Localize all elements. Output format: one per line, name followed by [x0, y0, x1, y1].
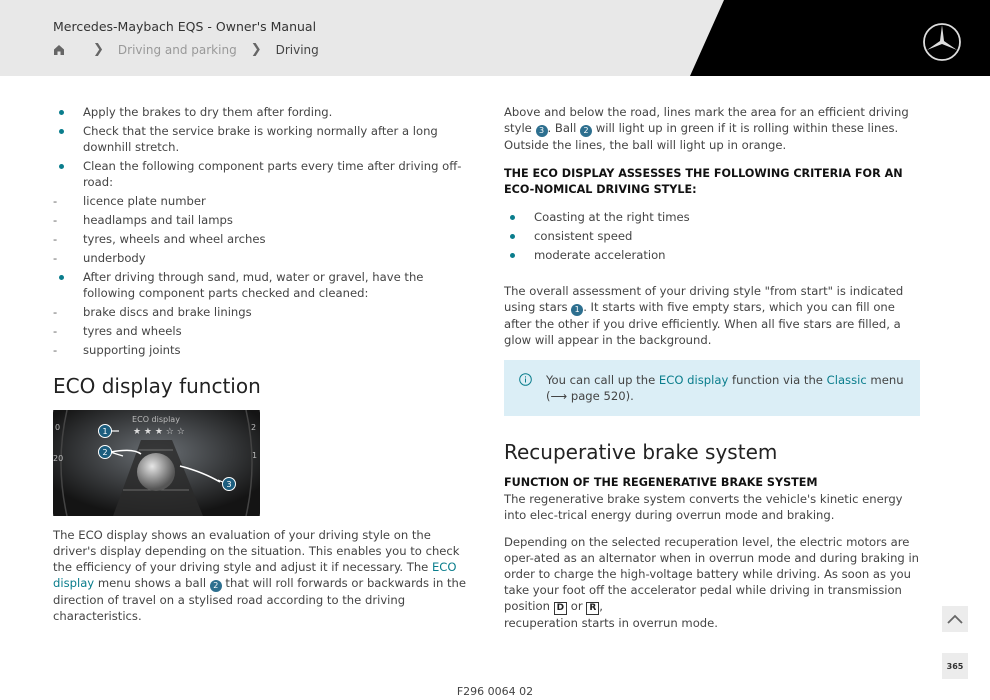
chevron-right-icon: ❯ [250, 42, 262, 57]
callout-badge: 3 [536, 125, 548, 137]
regenerative-description: The regenerative brake system converts the vehicle's kinetic energy into elec-trical energy during overrun mode and braking. [504, 492, 903, 522]
eco-description: The ECO display shows an evaluation of your driving style on the driver's display depending on the situation. This enables you to check the efficiency of your driving style and adjust it if necessary. The ECO display menu shows a ball 2 that will roll forwards or backwards in the direction of travel on a stylised road according to the driving characteristics. [53, 528, 467, 623]
dash-list [53, 193, 473, 266]
list-item: - licence plate number [53, 193, 473, 209]
list-item: moderate acceleration [504, 247, 920, 263]
list-item: consistent speed [504, 228, 920, 244]
info-icon [519, 373, 532, 386]
eco-display-label: ECO display [132, 415, 180, 424]
list-item: Check that the service brake is working normally after a long downhill stretch. [53, 123, 473, 155]
left-column [53, 104, 473, 624]
list-item: - brake discs and brake linings [53, 304, 473, 320]
page-reference-link[interactable]: (⟶ page 520). [546, 389, 634, 403]
gauge-digit: 1 [252, 451, 258, 460]
info-box: You can call up the ECO display function via the Classic menu (⟶ page 520). [504, 360, 920, 416]
rating-stars: ★ ★ ★ ☆ ☆ [133, 427, 185, 437]
gauge-digit: 20 [53, 454, 64, 463]
eco-display-heading: ECO display function [53, 374, 261, 398]
callout-badge: 2 [210, 580, 222, 592]
list-item: - supporting joints [53, 342, 473, 358]
breadcrumb [53, 42, 319, 57]
callout-badge: 1 [571, 304, 583, 316]
list-item: Coasting at the right times [504, 209, 920, 225]
svg-text:1: 1 [102, 427, 108, 436]
transmission-d-key: D [554, 602, 567, 615]
callout-1 [99, 425, 112, 438]
page-header [0, 0, 990, 76]
classic-menu-link[interactable]: Classic [826, 373, 867, 387]
regenerative-function-heading: FUNCTION OF THE REGENERATIVE BRAKE SYSTEM [504, 476, 818, 489]
list-item: - tyres and wheels [53, 323, 473, 339]
list-item: - underbody [53, 250, 473, 266]
callout-3 [223, 478, 236, 491]
callout-2 [99, 446, 112, 459]
callout-badge: 2 [580, 125, 592, 137]
mercedes-star-icon [922, 22, 962, 62]
svg-text:3: 3 [226, 480, 232, 489]
manual-title: Mercedes-Maybach EQS - Owner's Manual [53, 19, 317, 34]
transmission-r-key: R [586, 602, 599, 615]
list-item [53, 158, 473, 266]
eco-display-illustration [53, 410, 260, 516]
criteria-heading: THE ECO DISPLAY ASSESSES THE FOLLOWING CRITERIA FOR AN ECO-NOMICAL DRIVING STYLE: [504, 167, 903, 196]
recuperative-brake-heading: Recuperative brake system [504, 440, 778, 464]
gauge-digit: 2 [251, 423, 257, 432]
svg-text:2: 2 [102, 448, 108, 457]
home-icon[interactable] [53, 44, 65, 56]
recuperation-paragraph: Depending on the selected recuperation level, the electric motors are oper-ated as an alternator when in overrun mode and during braking in order to charge the high-voltage battery while driving. As soon as you take your foot off the accelerator pedal while driving in transmission position D or R , recuperation starts in overrun mode. [504, 535, 920, 630]
scroll-to-top-button[interactable] [942, 606, 968, 632]
chevron-right-icon: ❯ [93, 42, 104, 57]
offroad-bullet-list [53, 104, 473, 358]
breadcrumb-item-driving: Driving [275, 42, 319, 57]
image-reference-code: F296 0064 02 [456, 685, 534, 698]
efficient-area-paragraph: Above and below the road, lines mark the area for an efficient driving style 3 . Ball 2 will light up in green if it is rolling within these lines. Outside the lines, the ball will light up in orange. [504, 105, 909, 152]
list-item: Apply the brakes to dry them after fording. [53, 104, 473, 120]
page-number-badge[interactable]: 365 [942, 653, 968, 679]
dash-list [53, 304, 473, 358]
right-column [504, 104, 920, 631]
criteria-list [504, 209, 920, 263]
list-item-text: After driving through sand, mud, water or gravel, have the following component parts checked and cleaned: [83, 270, 424, 300]
list-item: - tyres, wheels and wheel arches [53, 231, 473, 247]
eco-display-image [53, 410, 260, 516]
list-item [53, 269, 473, 358]
list-item-text: Clean the following component parts every time after driving off-road: [83, 159, 462, 189]
gauge-digit: 0 [55, 423, 61, 432]
eco-display-link[interactable]: ECO display [53, 560, 457, 590]
eco-display-link[interactable]: ECO display [658, 373, 729, 387]
list-item: - headlamps and tail lamps [53, 212, 473, 228]
chevron-up-icon [947, 614, 963, 624]
breadcrumb-item-driving-and-parking[interactable]: Driving and parking [117, 42, 237, 57]
stars-paragraph: The overall assessment of your driving style "from start" is indicated using stars 1 . It starts with five empty stars, which you can fill one after the other if you drive efficiently. When all five stars are filled, a glow will appear in the background. [504, 284, 904, 347]
